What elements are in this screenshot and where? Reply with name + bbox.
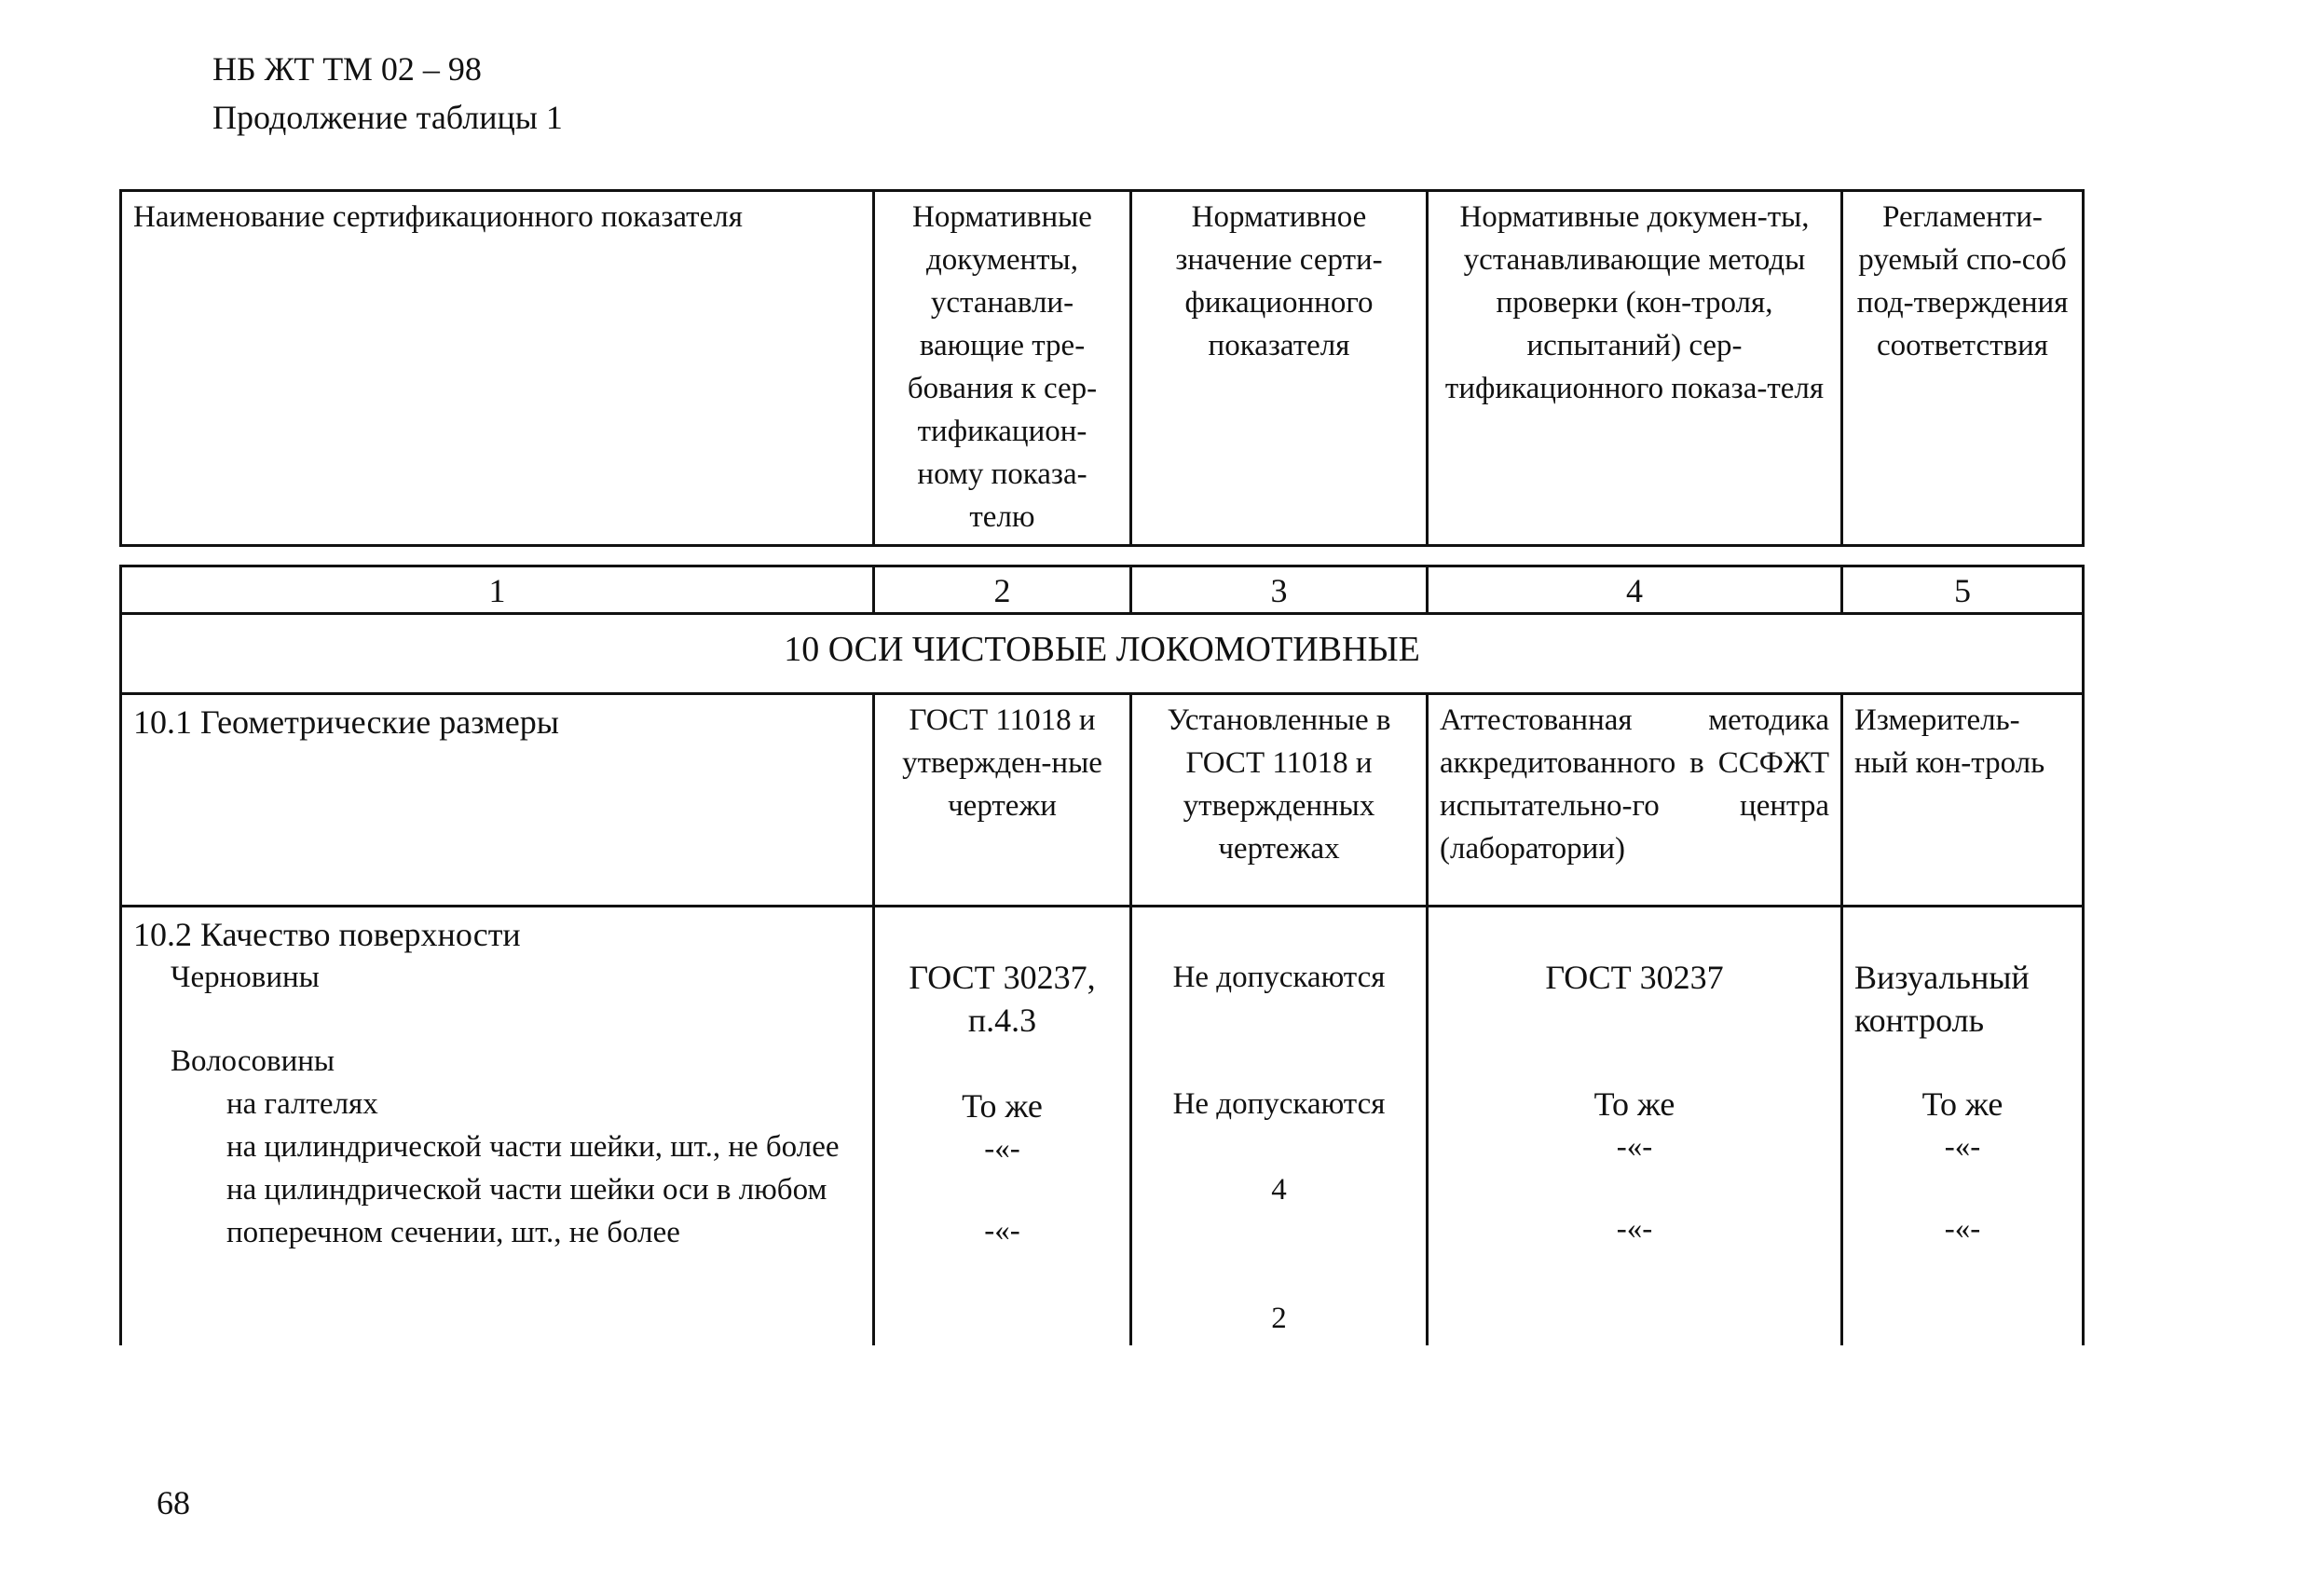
cyl-axis-label: на цилиндрической части шейки оси в любом поперечном сечении, шт., не более bbox=[226, 1173, 827, 1249]
volosoviny-label: Волосовины bbox=[171, 1044, 335, 1078]
cyl-neck-methods: -«- bbox=[1616, 1130, 1653, 1164]
row-10-1-confirm: Измеритель-ный кон-троль bbox=[1842, 694, 2084, 907]
col-number: 4 bbox=[1428, 566, 1842, 614]
chernoviny-confirm: Визуальный контроль bbox=[1854, 959, 2030, 1039]
col-number: 5 bbox=[1842, 566, 2084, 614]
galteli-label: на галтелях bbox=[226, 1087, 378, 1121]
col-number: 1 bbox=[121, 566, 874, 614]
galteli-confirm: То же bbox=[1921, 1085, 2003, 1123]
cyl-neck-value: 4 bbox=[1271, 1173, 1287, 1207]
galteli-docs: То же bbox=[962, 1087, 1043, 1125]
cyl-neck-label: на цилиндрической части шейки, шт., не более bbox=[226, 1130, 840, 1164]
row-10-1-value: Установленные в ГОСТ 11018 и утвержденных чертежах bbox=[1131, 694, 1428, 907]
section-title: 10 ОСИ ЧИСТОВЫЕ ЛОКОМОТИВНЫЕ bbox=[121, 614, 2084, 694]
cyl-neck-docs: -«- bbox=[984, 1132, 1020, 1166]
row-10-1-docs: ГОСТ 11018 и утвержден-ные чертежи bbox=[874, 694, 1131, 907]
col-number: 3 bbox=[1131, 566, 1428, 614]
table-body bbox=[119, 565, 2085, 1345]
cyl-axis-value: 2 bbox=[1271, 1302, 1287, 1335]
header-col3: Нормативное значение серти-фикационного показателя bbox=[1131, 191, 1428, 546]
col-number: 2 bbox=[874, 566, 1131, 614]
table-row bbox=[121, 694, 2084, 907]
cyl-neck-confirm: -«- bbox=[1944, 1130, 1981, 1164]
page-number: 68 bbox=[157, 1484, 190, 1521]
table-continuation-label: Продолжение таблицы 1 bbox=[212, 99, 563, 136]
document-code: НБ ЖТ ТМ 02 – 98 bbox=[212, 50, 482, 88]
chernoviny-docs: ГОСТ 30237, п.4.3 bbox=[909, 959, 1096, 1039]
header-col1: Наименование сертификационного показателя bbox=[121, 191, 874, 546]
section-row bbox=[121, 614, 2084, 694]
cyl-axis-confirm: -«- bbox=[1944, 1212, 1981, 1246]
row-10-1-name: 10.1 Геометрические размеры bbox=[121, 694, 874, 907]
chernoviny-label: Черновины bbox=[171, 961, 320, 994]
galteli-value: Не допускаются bbox=[1172, 1087, 1386, 1121]
row-10-2-name: 10.2 Качество поверхности bbox=[133, 916, 521, 953]
cyl-axis-docs: -«- bbox=[984, 1214, 1020, 1248]
column-number-row bbox=[121, 566, 2084, 614]
cyl-axis-methods: -«- bbox=[1616, 1212, 1653, 1246]
header-col2: Нормативные документы, устанавли-вающие тре-бования к сер-тификацион-ному показа-телю bbox=[874, 191, 1131, 546]
chernoviny-value: Не допускаются bbox=[1172, 961, 1386, 994]
header-col5: Регламенти-руемый спо-соб под-тверждения соответствия bbox=[1842, 191, 2084, 546]
header-col4: Нормативные докумен-ты, устанавливающие методы проверки (кон-троля, испытаний) сер-тификационного показа-теля bbox=[1428, 191, 1842, 546]
galteli-methods: То же bbox=[1593, 1085, 1675, 1123]
chernoviny-methods: ГОСТ 30237 bbox=[1545, 959, 1724, 996]
row-10-1-methods: Аттестованная методика аккредитованного в ССФЖТ испытательно-го центра (лаборатории) bbox=[1428, 694, 1842, 907]
table-row bbox=[121, 907, 2084, 1346]
table-header bbox=[119, 189, 2085, 547]
